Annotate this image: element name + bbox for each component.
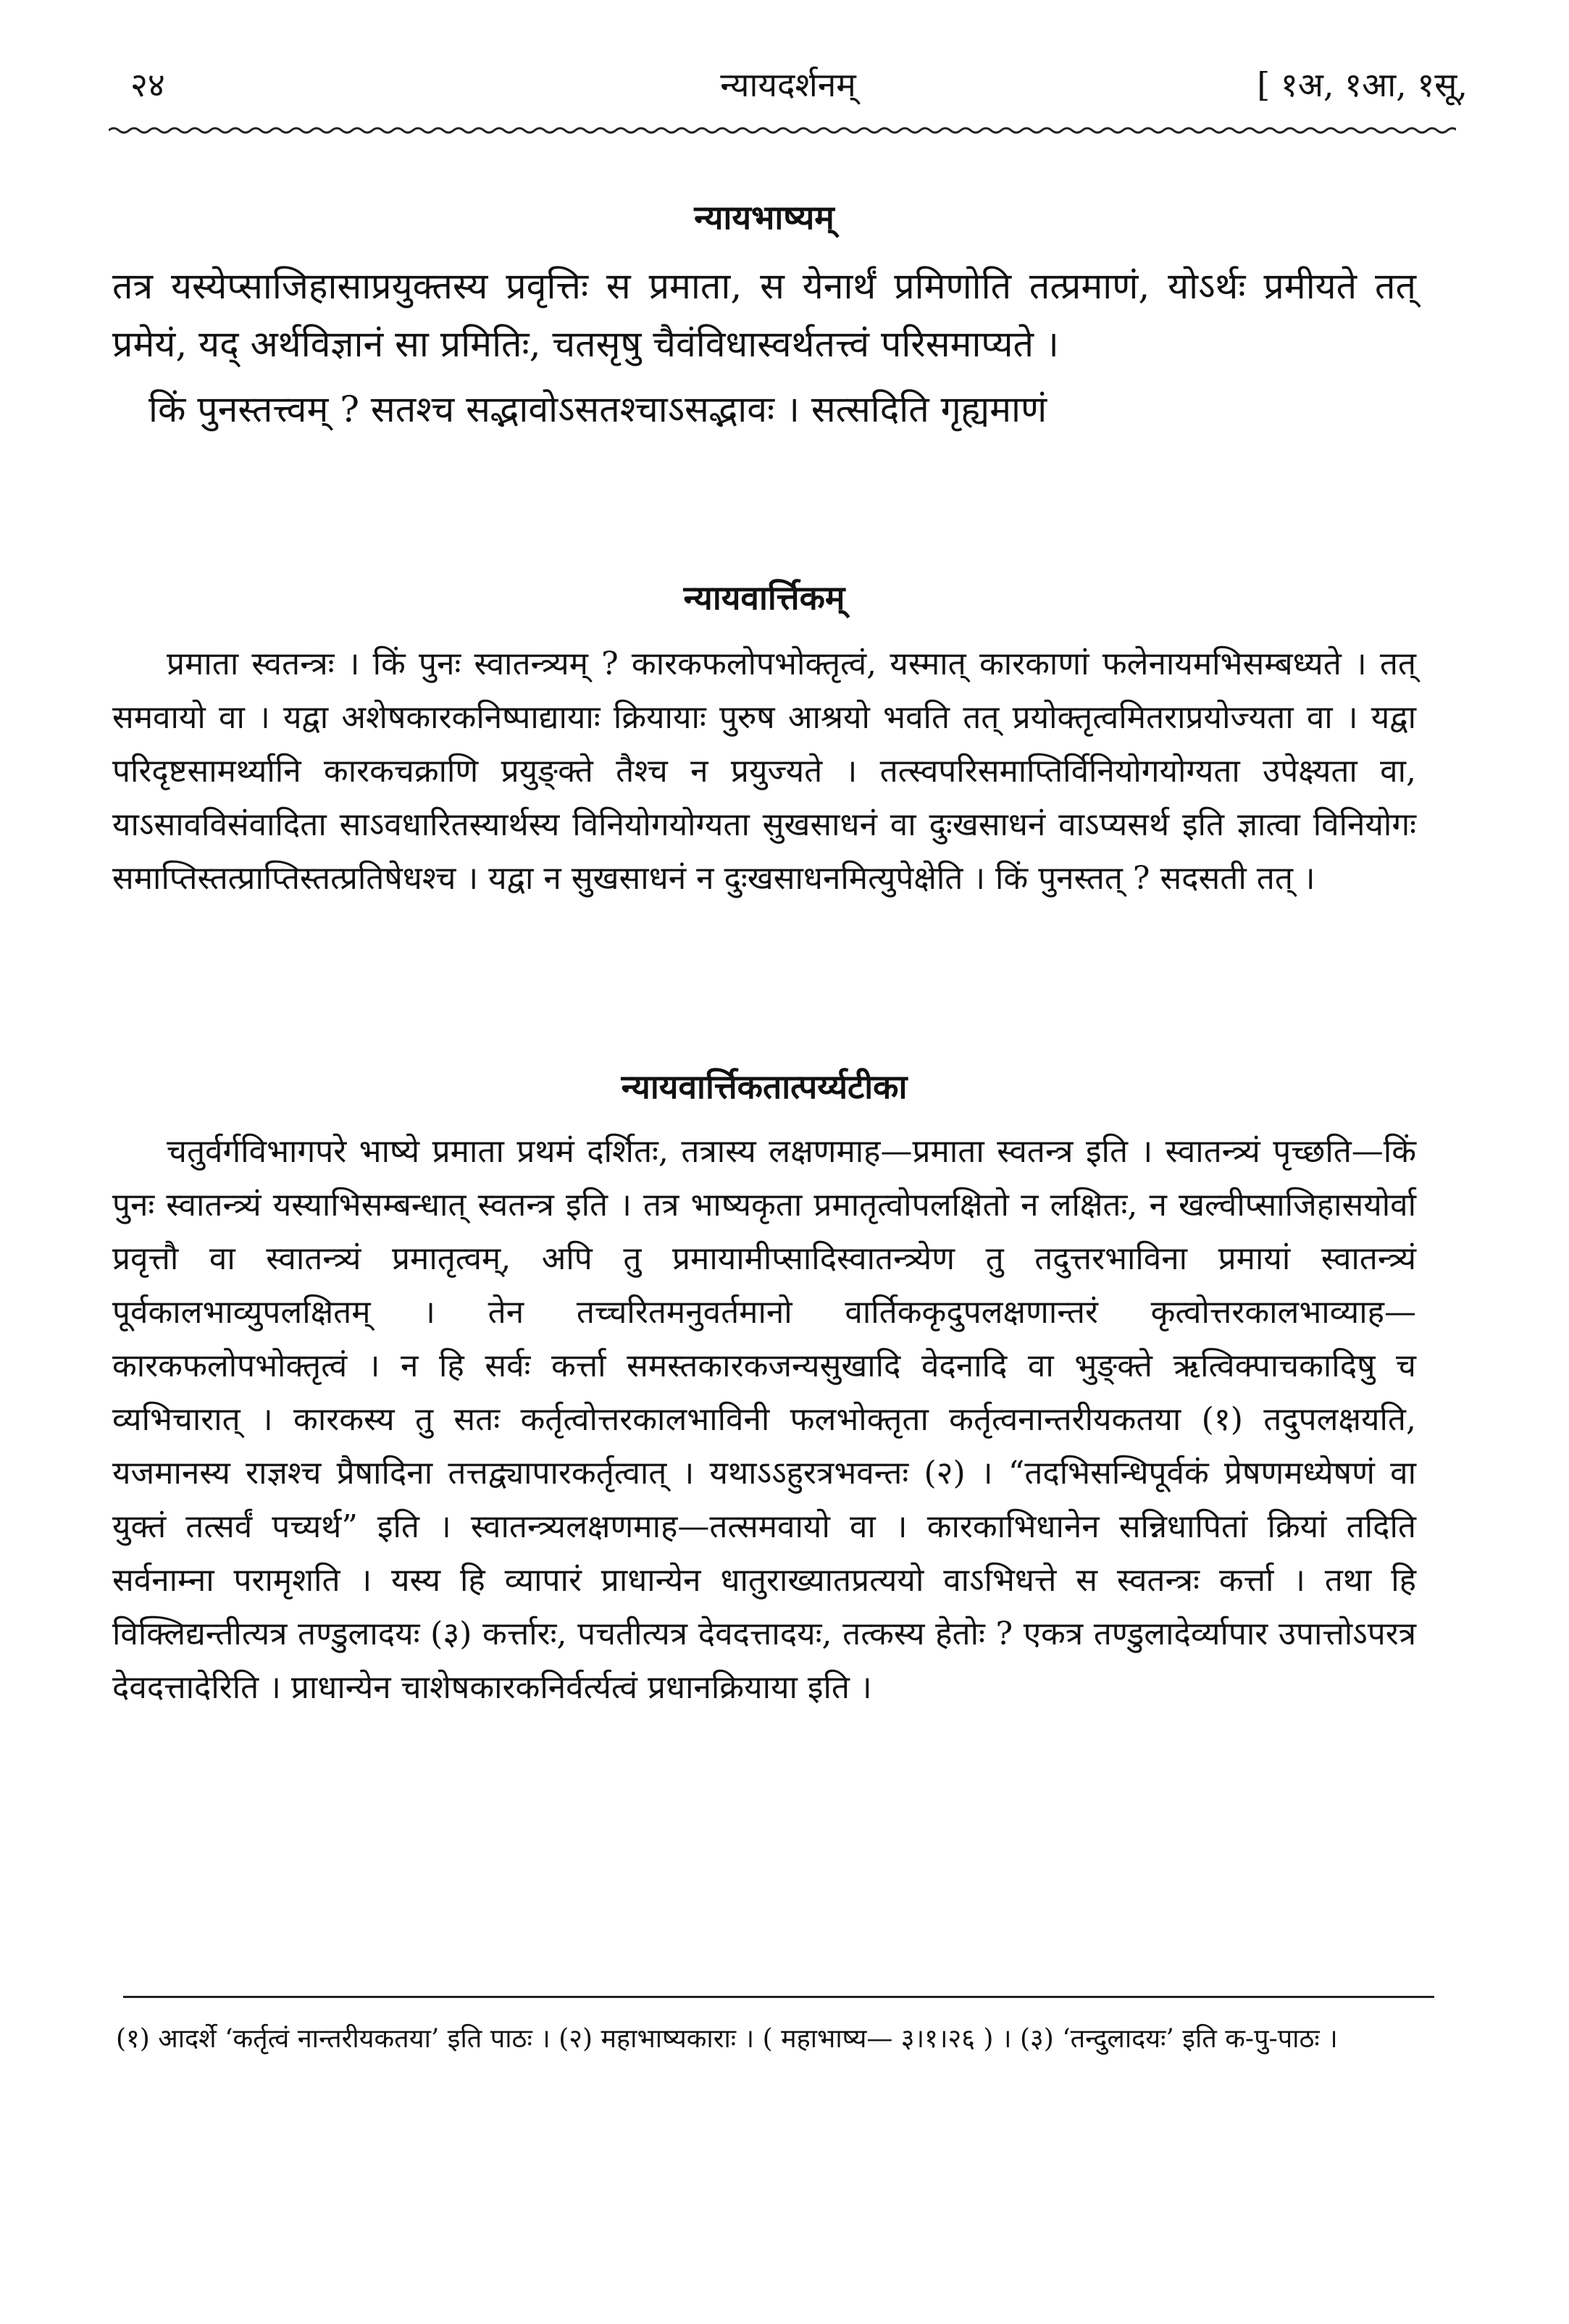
- nyaya-tika-section: [112, 1061, 1416, 1715]
- page-number: २४: [130, 65, 165, 104]
- footnote-rule: [123, 1996, 1434, 1998]
- running-title: न्यायदर्शनम्: [720, 65, 856, 104]
- nyaya-bhashya-section: [112, 192, 1416, 438]
- section-heading-tika: न्यायवार्त्तिकतात्पर्य्यटीका: [621, 1067, 908, 1106]
- wavy-header-rule: [109, 120, 1456, 141]
- footnotes: [116, 2014, 1420, 2065]
- section-heading-varttika: न्यायवार्त्तिकम्: [683, 578, 845, 617]
- tika-paragraph: चतुर्वर्गविभागपरे भाष्ये प्रमाता प्रथमं दर्शितः, तत्रास्य लक्षणमाह—प्रमाता स्वतन्त्र इति । स्वातन्त्र्यं पृच्छति—किं पुनः स्वातन्त्र्यं यस्याभिसम्बन्धात् स्वतन्त्र इति । तत्र भाष्यकृता प्रमातृत्वोपलक्षितो न लक्षितः, न खल्वीप्साजिहासयोर्वा प्रवृत्तौ वा स्वातन्त्र्यं प्रमातृत्वम्, अपि तु प्रमायामीप्सादिस्वातन्त्र्येण तु तदुत्तरभाविना प्रमायां स्वातन्त्र्यं पूर्वकालभाव्युपलक्षितम् । तेन तच्चरितमनुवर्तमानो वार्तिककृदुपलक्षणान्तरं कृत्वोत्तरकालभाव्याह—कारकफलोपभोक्तृत्वं । न हि सर्वः कर्त्ता समस्तकारकजन्यसुखादि वेदनादि वा भुङ्क्ते ऋत्विक्पाचकादिषु च व्यभिचारात् । कारकस्य तु सतः कर्तृत्वोत्तरकालभाविनी फलभोक्तृता कर्तृत्वनान्तरीयकतया (१) तदुपलक्षयति, यजमानस्य राज्ञश्च प्रैषादिना तत्तद्व्यापारकर्तृत्वात् । यथाऽऽहुरत्रभवन्तः (२) । “तदभिसन्धिपूर्वकं प्रेषणमध्येषणं वा युक्तं तत्सर्वं पच्यर्थ” इति । स्वातन्त्र्यलक्षणमाह—तत्समवायो वा । कारकाभिधानेन सन्निधापितां क्रियां तदिति सर्वनाम्ना परामृशति । यस्य हि व्यापारं प्राधान्येन धातुराख्यातप्रत्ययो वाऽभिधत्ते स स्वतन्त्रः कर्त्ता । तथा हि विक्लिद्यन्तीत्यत्र तण्डुलादयः (३) कर्त्तारः, पचतीत्यत्र देवदत्तादयः, तत्कस्य हेतोः ? एकत्र तण्डुलादेर्व्यापार उपात्तोऽपरत्र देवदत्तादेरिति । प्राधान्येन चाशेषकारकनिर्वर्त्यत्वं प्रधानक्रियाया इति ।: [112, 1133, 1416, 1706]
- varttika-paragraph: प्रमाता स्वतन्त्रः । किं पुनः स्वातन्त्र्यम् ? कारकफलोपभोक्तृत्वं, यस्मात् कारकाणां फलेनायमभिसम्बध्यते । तत् समवायो वा । यद्वा अशेषकारकनिष्पाद्यायाः क्रियायाः पुरुष आश्रयो भवति तत् प्रयोक्तृत्वमितराप्रयोज्यता वा । यद्वा परिदृष्टसामर्थ्यानि कारकचक्राणि प्रयुङ्क्ते तैश्च न प्रयुज्यते । तत्स्वपरिसमाप्तिर्विनियोगयोग्यता उपेक्ष्यता वा, याऽसावविसंवादिता साऽवधारितस्यार्थस्य विनियोगयोग्यता सुखसाधनं वा दुःखसाधनं वाऽप्यसर्थ इति ज्ञात्वा विनियोगः समाप्तिस्तत्प्राप्तिस्तत्प्रतिषेधश्च । यद्वा न सुखसाधनं न दुःखसाधनमित्युपेक्षेति । किं पुनस्तत् ? सदसती तत् ।: [112, 645, 1416, 897]
- bhashya-paragraph: तत्र यस्येप्साजिहासाप्रयुक्तस्य प्रवृत्तिः स प्रमाता, स येनार्थं प्रमिणोति तत्प्रमाणं, योऽर्थः प्रमीयते तत् प्रमेयं, यद् अर्थविज्ञानं सा प्रमितिः, चतसृषु चैवंविधास्वर्थतत्त्वं परिसमाप्यते ।: [112, 265, 1416, 365]
- nyaya-varttika-section: [112, 572, 1416, 906]
- footnote-text: (१) आदर्शे ‘कर्तृत्वं नान्तरीयकतया’ इति पाठः । (२) महाभाष्यकाराः । ( महाभाष्य— ३।१।२६ ) । (३) ‘तन्दुलादयः’ इति क-पु-पाठः ।: [116, 2024, 1338, 2054]
- section-reference: [ १अ, १आ, १सू,: [1257, 65, 1468, 104]
- section-heading-bhashya: न्यायभाष्यम्: [694, 198, 834, 237]
- bhashya-paragraph: किं पुनस्तत्त्वम् ? सतश्च सद्भावोऽसतश्चाऽसद्भावः । सत्सदिति गृह्यमाणं: [148, 388, 1047, 430]
- running-header: [109, 59, 1468, 110]
